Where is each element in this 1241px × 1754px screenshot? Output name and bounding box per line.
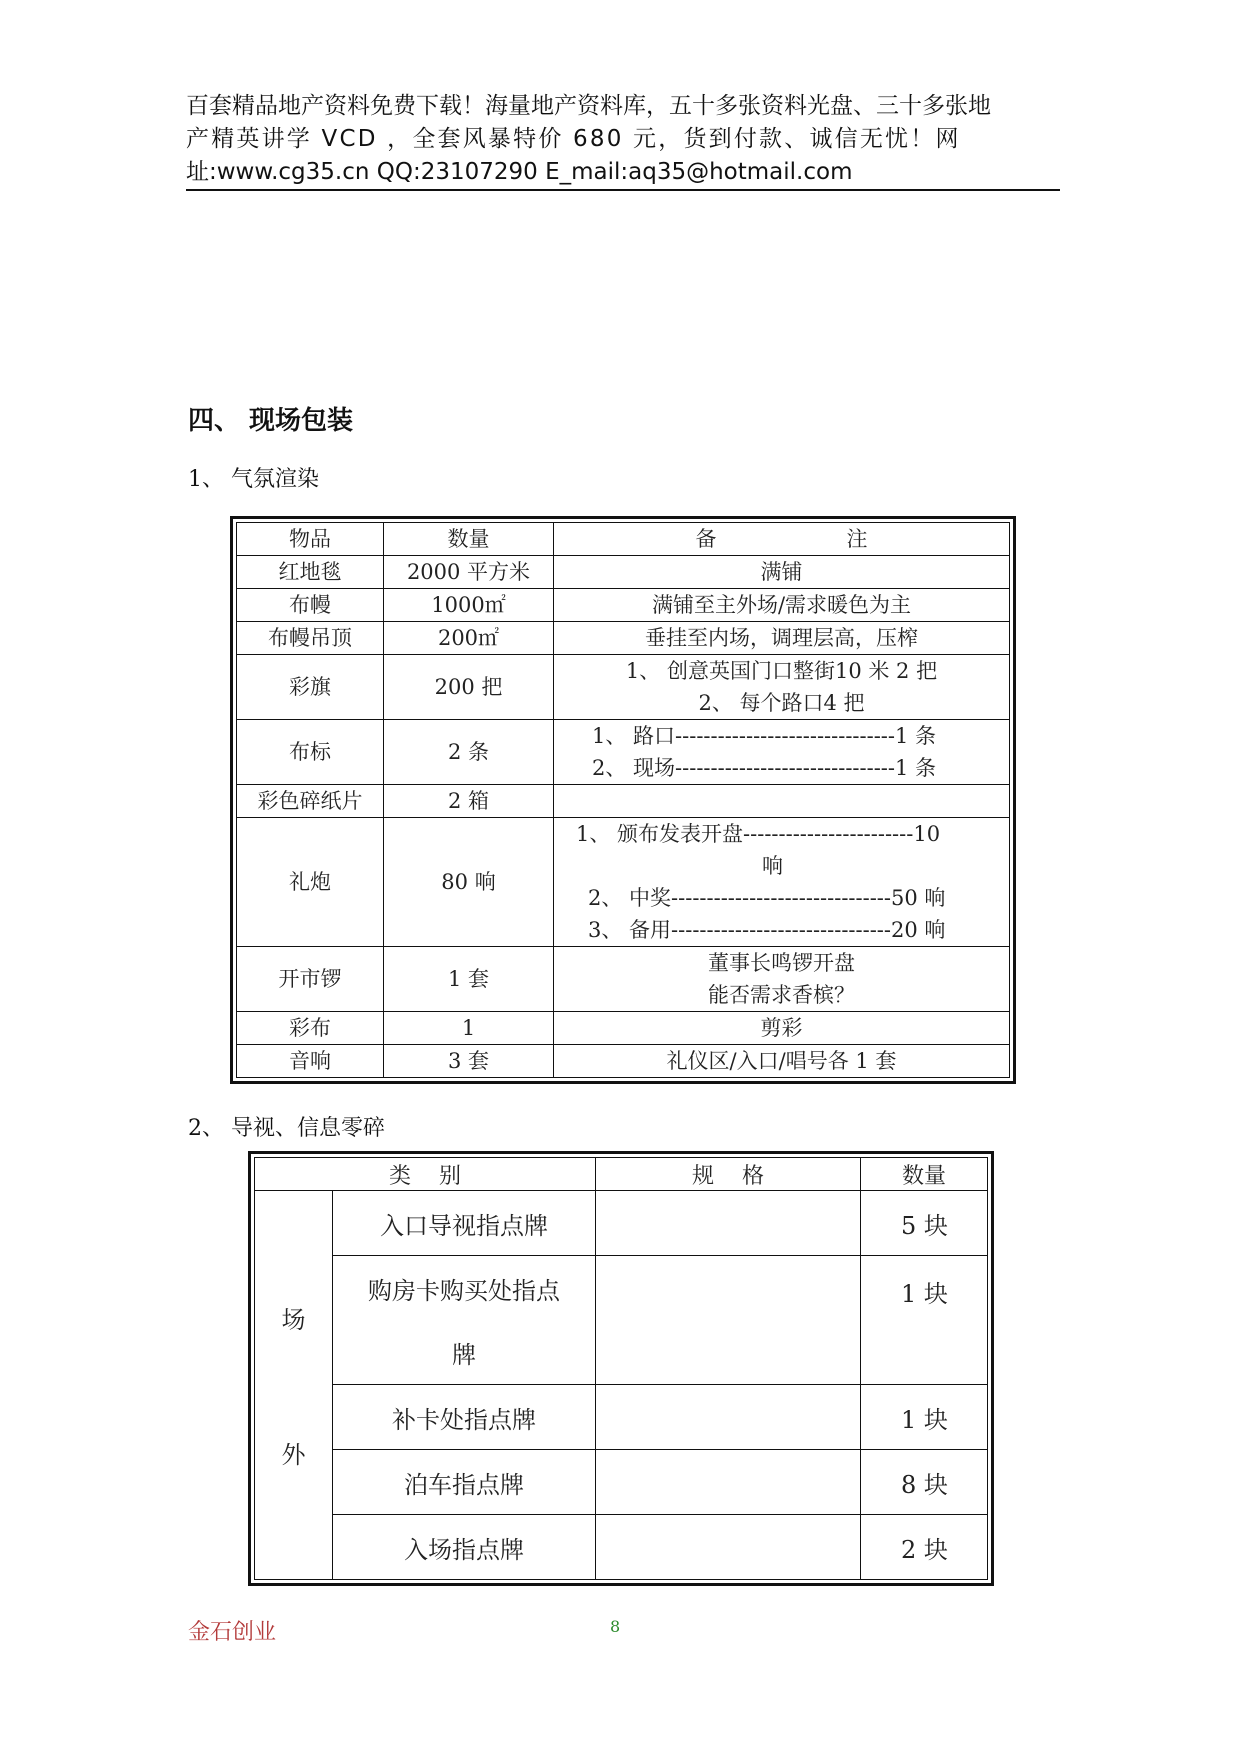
header-spec: 规 格: [596, 1158, 861, 1191]
item-cell: 音响: [237, 1045, 384, 1078]
qty-cell: 1 套: [384, 947, 554, 1012]
notes-cell: 满铺: [554, 556, 1010, 589]
table-header-row: [255, 1158, 988, 1191]
note-line: 能否需求香槟？: [708, 983, 855, 1007]
table-row: [237, 720, 1010, 785]
sign-name-cell: 购房卡购买处指点: [333, 1256, 596, 1321]
table-row: [237, 785, 1010, 818]
header-notes-left: 备: [695, 527, 717, 551]
group-label-bottom: 外: [281, 1441, 306, 1469]
note-line: 1、 颁布发表开盘------------------------10: [576, 822, 941, 846]
header-item: 物品: [237, 523, 384, 556]
item-cell: 彩布: [237, 1012, 384, 1045]
footer-company: 金石创业: [188, 1620, 277, 1645]
atmosphere-table-frame: [230, 516, 1016, 1084]
group-label-cell: [255, 1191, 333, 1580]
header-rule: [186, 189, 1060, 191]
signage-table-frame: [248, 1151, 994, 1586]
item-cell: 彩色碎纸片: [237, 785, 384, 818]
section-title: 四、 现场包装: [188, 406, 354, 436]
header-notes: [554, 523, 1010, 556]
notes-cell: 礼仪区/入口/唱号各 1 套: [554, 1045, 1010, 1078]
qty-cell: 1 块: [861, 1256, 988, 1385]
note-line: 2、 中奖-------------------------------50 响: [588, 886, 946, 910]
note-line: 1、 路口-------------------------------1 条: [592, 724, 937, 748]
sign-name-cell: 入场指点牌: [333, 1515, 596, 1580]
note-line: 3、 备用-------------------------------20 响: [588, 918, 946, 942]
table-row: [255, 1385, 988, 1450]
table-row: [255, 1450, 988, 1515]
item-cell: 彩旗: [237, 655, 384, 720]
qty-cell: 200㎡: [384, 622, 554, 655]
notes-cell: [554, 818, 1010, 947]
header-notes-right: 注: [846, 527, 868, 551]
table-row: [237, 655, 1010, 720]
item-cell: 布幔: [237, 589, 384, 622]
table-row: [237, 818, 1010, 947]
qty-cell: 3 套: [384, 1045, 554, 1078]
qty-cell: 1: [384, 1012, 554, 1045]
spec-cell: [596, 1385, 861, 1450]
note-line: 2、 现场-------------------------------1 条: [592, 756, 937, 780]
item-cell: 布标: [237, 720, 384, 785]
table-header-row: [237, 523, 1010, 556]
header-qty: 数量: [384, 523, 554, 556]
sign-name-cell: 入口导视指点牌: [333, 1191, 596, 1256]
notes-cell: 满铺至主外场/需求暖色为主: [554, 589, 1010, 622]
group-label-top: 场: [281, 1306, 306, 1334]
note-line: 董事长鸣锣开盘: [708, 951, 855, 975]
qty-cell: 2 块: [861, 1515, 988, 1580]
qty-cell: 1000㎡: [384, 589, 554, 622]
note-line: 1、 创意英国门口整街10 米 2 把: [625, 659, 938, 683]
spec-cell: [596, 1191, 861, 1256]
qty-cell: 2 条: [384, 720, 554, 785]
table-row: [255, 1191, 988, 1256]
note-line: 响: [762, 854, 783, 878]
spec-cell: [596, 1515, 861, 1580]
notes-cell: [554, 947, 1010, 1012]
header-line-1: 百套精品地产资料免费下载！海量地产资料库，五十多张资料光盘、三十多张地: [186, 93, 991, 119]
sign-name-cell: 补卡处指点牌: [333, 1385, 596, 1450]
table-row: [237, 589, 1010, 622]
qty-cell: 8 块: [861, 1450, 988, 1515]
spec-cell: [596, 1256, 861, 1385]
table-row: [255, 1256, 988, 1321]
table-row: [237, 556, 1010, 589]
sign-name-cell-cont: 牌: [333, 1320, 596, 1385]
part2-title: 2、 导视、信息零碎: [188, 1116, 385, 1141]
item-cell: 红地毯: [237, 556, 384, 589]
notes-cell: 剪彩: [554, 1012, 1010, 1045]
table-row: [237, 622, 1010, 655]
table-row: [237, 1045, 1010, 1078]
note-line: 2、 每个路口4 把: [698, 691, 865, 715]
notes-cell: [554, 785, 1010, 818]
header-category: 类 别: [255, 1158, 596, 1191]
table-row: [237, 947, 1010, 1012]
notes-cell: [554, 720, 1010, 785]
table-row: [237, 1012, 1010, 1045]
header-qty: 数量: [861, 1158, 988, 1191]
item-cell: 礼炮: [237, 818, 384, 947]
qty-cell: 2000 平方米: [384, 556, 554, 589]
item-cell: 开市锣: [237, 947, 384, 1012]
signage-table: [254, 1157, 988, 1580]
item-cell: 布幔吊顶: [237, 622, 384, 655]
sign-name-cell: 泊车指点牌: [333, 1450, 596, 1515]
qty-cell: 2 箱: [384, 785, 554, 818]
qty-cell: 200 把: [384, 655, 554, 720]
page-number: 8: [610, 1617, 621, 1636]
header-line-3: 址:www.cg35.cn QQ:23107290 E_mail:aq35@hotmail.com: [186, 159, 853, 185]
atmosphere-table: [236, 522, 1010, 1078]
notes-cell: [554, 655, 1010, 720]
qty-cell: 5 块: [861, 1191, 988, 1256]
table-row: [255, 1515, 988, 1580]
notes-cell: 垂挂至内场，调理层高，压榨: [554, 622, 1010, 655]
page-header: [186, 90, 1060, 189]
qty-cell: 80 响: [384, 818, 554, 947]
part1-title: 1、 气氛渲染: [188, 467, 319, 492]
header-line-2: 产精英讲学 VCD ，全套风暴特价 680 元，货到付款、诚信无忧！网: [186, 126, 961, 152]
qty-cell: 1 块: [861, 1385, 988, 1450]
spec-cell: [596, 1450, 861, 1515]
